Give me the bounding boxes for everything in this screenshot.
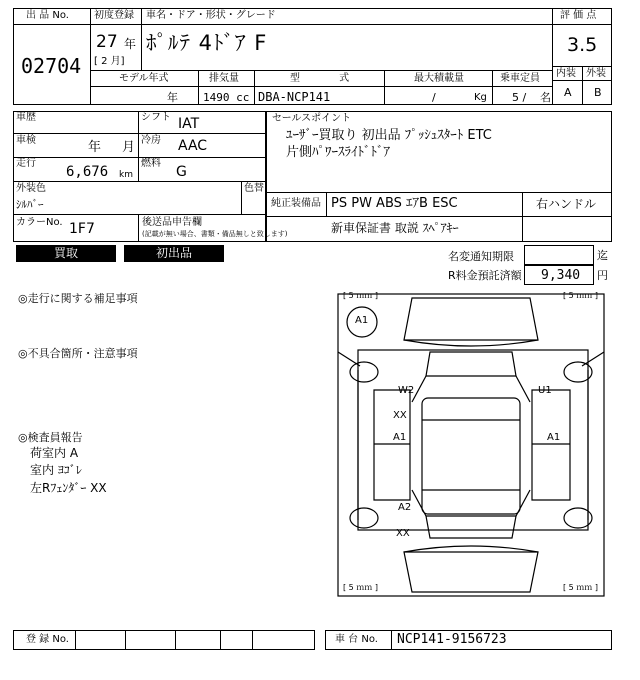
- mark-a2: A2: [398, 502, 412, 513]
- name-change-unit: 迄: [597, 249, 608, 262]
- first-reg-label: 初度登録: [94, 10, 134, 21]
- recycle-label: R料金預託済額: [448, 269, 522, 282]
- defects-note-label: ◎不具合箇所・注意事項: [18, 347, 138, 360]
- capacity-unit: 名: [540, 91, 551, 104]
- name-change-box: [524, 245, 594, 265]
- chassis-number: NCP141-9156723: [397, 632, 507, 647]
- mileage-value: 6,676: [66, 164, 109, 180]
- mark-a1-circle: A1: [355, 315, 369, 326]
- capacity-value: 5 /: [512, 91, 527, 104]
- ac-value: AAC: [178, 138, 208, 154]
- color-no-label: カラーNo.: [16, 217, 63, 228]
- recycle-value: 9,340: [541, 268, 581, 283]
- lot-number: 02704: [21, 54, 82, 78]
- mark-a1-left: A1: [393, 432, 407, 443]
- reg-year: 27: [96, 32, 118, 52]
- name-change-label: 名変通知期限: [448, 250, 514, 263]
- exterior-label: 外装: [586, 68, 606, 79]
- interior-label: 内装: [556, 68, 576, 79]
- sales-line-1: ﾕｰｻﾞｰ買取り 初出品 ﾌﾟｯｼｭｽﾀｰﾄ ETC: [286, 128, 492, 143]
- fuel-value: G: [176, 164, 187, 180]
- reg-year-unit: 年: [124, 37, 137, 51]
- mark-w2: W2: [398, 385, 415, 396]
- mark-xx-left-front: XX: [393, 410, 407, 421]
- shift-value: IAT: [178, 116, 200, 132]
- mark-a1-right: A1: [547, 432, 561, 443]
- tire-fl: [ 5 ｍｍ ]: [343, 291, 378, 300]
- inspector-line-1: 荷室内 A: [30, 446, 79, 460]
- mileage-unit: km: [119, 170, 133, 180]
- tire-rl: [ 5 ｍｍ ]: [343, 583, 378, 592]
- details-box: [13, 111, 266, 215]
- inspector-report-label: ◎検査員報告: [18, 431, 83, 444]
- model-year-label: モデル年式: [119, 73, 169, 84]
- mileage-label: 走行: [16, 158, 36, 169]
- recycle-unit: 円: [597, 269, 608, 282]
- lot-label: 出 品 No.: [26, 10, 69, 21]
- max-load-label: 最大積載量: [414, 73, 464, 84]
- recycle-box: [524, 265, 594, 285]
- sales-line-2: 片側ﾊﾟﾜｰｽﾗｲﾄﾞﾄﾞｱ: [286, 145, 391, 160]
- type-label: 型 式: [290, 73, 368, 84]
- color-no-value: 1F7: [69, 221, 95, 237]
- first-listing-tag: 初出品: [124, 245, 224, 262]
- max-load-slash: /: [432, 91, 436, 104]
- car-name: ﾎﾟﾙﾃ 4ﾄﾞｱ F: [146, 31, 268, 55]
- warranty-items: 新車保証書 取説 ｽﾍﾟｱｷｰ: [331, 221, 459, 235]
- model-name-label: 車名・ドア・形状・グレード: [146, 10, 276, 21]
- mark-u1: U1: [538, 385, 552, 396]
- inspection-label: 車検: [16, 135, 36, 146]
- exterior-score: B: [594, 86, 602, 99]
- mark-xx-left-rear: XX: [396, 528, 410, 539]
- sales-label: セールスポイント: [272, 113, 352, 124]
- model-year-unit: 年: [167, 91, 178, 104]
- equipment-items: PS PW ABS ｴｱB ESC: [331, 196, 458, 211]
- repaint-label: 色替: [244, 183, 264, 194]
- driving-note-label: ◎走行に関する補足事項: [18, 292, 138, 305]
- displacement: 1490 cc: [203, 91, 250, 104]
- inspector-line-2: 室内 ﾖｺﾞﾚ: [30, 463, 82, 477]
- fuel-label: 燃料: [141, 158, 161, 169]
- buyback-tag: 買取: [16, 245, 116, 262]
- score-label: 評 価 点: [560, 10, 597, 21]
- ext-color-value: ｼﾙﾊﾞｰ: [16, 198, 44, 211]
- handle-value: 右ハンドル: [536, 197, 597, 211]
- chassis-label: 車 台 No.: [335, 634, 378, 645]
- history-label: 車歴: [16, 112, 36, 123]
- post-report-note: (記載が無い場合、書類・備品無しと致します): [142, 230, 288, 238]
- ext-color-label: 外装色: [16, 183, 46, 194]
- inspection-month: 月: [122, 140, 136, 155]
- post-report-label: 後送品申告欄: [142, 217, 202, 228]
- score-value: 3.5: [567, 34, 598, 56]
- shift-label: シフト: [141, 112, 171, 123]
- car-damage-diagram: [330, 290, 612, 600]
- tire-rr: [ 5 ｍｍ ]: [563, 583, 598, 592]
- inspection-year: 年: [88, 140, 102, 155]
- reg-no-label: 登 録 No.: [26, 634, 69, 645]
- reg-month: [ 2 月]: [94, 56, 125, 67]
- tire-fr: [ 5 ｍｍ ]: [563, 291, 598, 300]
- type-value: DBA-NCP141: [258, 90, 331, 104]
- interior-score: A: [564, 86, 572, 99]
- capacity-label: 乗車定員: [500, 73, 540, 84]
- displacement-label: 排気量: [209, 73, 239, 84]
- equipment-label: 純正装備品: [271, 198, 321, 209]
- ac-label: 冷房: [141, 135, 161, 146]
- inspector-line-3: 左Rﾌｪﾝﾀﾞｰ XX: [30, 481, 107, 495]
- max-load-unit: Kg: [474, 92, 487, 103]
